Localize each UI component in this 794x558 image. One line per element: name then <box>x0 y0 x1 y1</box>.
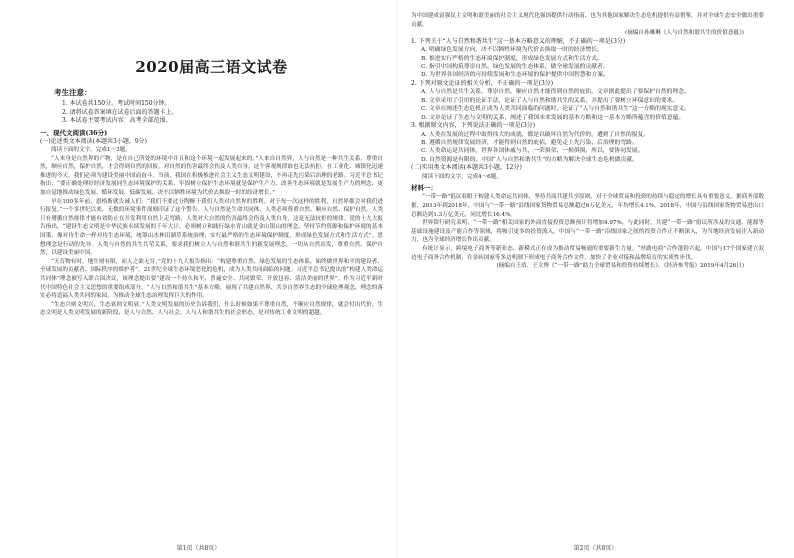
question-stem: 2. 下列对原文论证的相关分析，不正确的一项是(3分) <box>411 79 554 87</box>
question-option: A. 人与自然是共生关系，尊崇自然、顺应自然才能得到自然的庇佑，文章据此提出了要保护自然的理念。 <box>421 89 690 96</box>
passage-paragraph: 早在100多年前，恩格斯就告诫人们：“我们不要过分陶醉于我们人类对自然界的胜利。对于每一次这样的胜利，自然界都会对我们进行报复。”一个多世纪以来，无数的环境事件深刻印证了这个警告。人与自然是生命共同体，人类必须尊重自然、顺应自然、保护自然。人类只有遵循自然规律才能有效防止在开发利用自然上走弯路，人类对大自然的伤害最终会伤及人类自身，这是无法抗拒的规律。党的十九大报告指出，“建设生态文明是中华民族永续发展的千年大计，必须树立和践行绿水青山就是金山银山的理念，坚持节约资源和保护环境的基本国策，像对待生命一样对待生态环境，统筹山水林田湖草系统治理，实行最严格的生态环境保护制度，形成绿色发展方式和生活方式”。思想理念是行动的先导。人类与自然的共生共荣关系，要求我们树立人与自然和谐共生的新发展理念，一切从自然出发，尊重自然、保护自然，以建设美丽中国。 <box>40 198 383 257</box>
page-footer: 第1页（共8页） <box>176 545 221 552</box>
material-paragraph: 世界银行研究表明，“一带一路”相关国家的外商直接投资总额预计将增加4.97%。与此同时，共建“一带一路”倡议所涉及的交通、能源等基础设施建设及产能合作等领域，将吸引更多的投资流入。中国与“一带一路”沿线国家之间的投资合作正不断深入，为当地经济发展注入新动力，也为全球经济增长作出贡献。 <box>411 220 764 244</box>
question-option: C. 人类命运是共同体，世界各国休戚与共，一荣俱荣、一损俱损，所以，要协同发展。 <box>421 148 644 155</box>
material-paragraph: 有统计显示，跨境电子商务等新业态、新模式正在成为推动贸易畅通的重要新生力量。“丝路电商”合作蓬勃兴起，中国与17个国家建立双边电子商务合作机制，在金砖国家等多边机制下形成电子商务合作文件，加快了企业对接和品牌培育的实质性步伐。 <box>411 245 764 261</box>
question-stem: 1. 下列关于“人与自然和谐共生”这一基本方略意义的理解，不正确的一项是(3分) <box>411 37 626 45</box>
passage-paragraph: “生态兴则文明兴，生态衰则文明衰。”人类文明发展的历史告诉我们，什么时候如果不尊重自然，不顺应自然规律，就会付出代价。生态文明是人类文明发展的新阶段，是人与自然、人与社会、人与人和谐共生的社会形态，是对传统工业文明的超越。 <box>40 301 383 317</box>
question-option: C. 指引中国构筑尊崇自然、绿色发展的生态体系，做全球发展的贡献者。 <box>421 64 609 70</box>
notice-item: 3. 本试卷主要考试内容：高考全部范围。 <box>62 117 172 124</box>
question-option: B. 文章采用了引用的论证手法，论证了人与自然和谐共生的关系，并提出了要树立环保意识的要求。 <box>421 97 679 104</box>
question-option: A. 人类在发展的过程中取得伟大的成就，都是以破坏自然为代价的，遭到了自然的报复。 <box>421 131 650 138</box>
passage-paragraph: “人本身是自然界的产物，是在自己所处的环境中并且和这个环境一起发展起来的。”人来自自然界，人与自然是一种共生关系，尊重自然，顺应自然，保护自然，才会得到自然的回报。对自然的伤害最终会伤及人类自身，这个客观规律谁也无法抗拒。在工业化、城镇化迅速推进的今天，我们必须为建设美丽中国而奋斗。当前，我国在积极推进社会主义生态文明建设，不再走先污染后治理的老路。习近平总书记指出：“要正确处理好经济发展同生态环境保护的关系，牢固树立保护生态环境就是保护生产力、改善生态环境就是发展生产力的理念，更加自觉地推动绿色发展、循环发展、低碳发展，决不以牺牲环境为代价去换取一时的经济增长。” <box>40 155 383 196</box>
exam-page-2 <box>397 0 794 558</box>
question-option: D. 为世界各国经济的可持续发展和生态环境的保护提供中国智慧和方案。 <box>421 72 609 79</box>
instruction: 阅读下面的文字，完成4～6题。 <box>422 173 502 180</box>
subsection-heading: (二)实用类文本阅读(本题共3小题，12分) <box>411 164 522 172</box>
question-option: D. 自然资源是有限的，中国“人与自然和谐共生”的方略为解决全球生态危机做贡献。 <box>421 156 638 163</box>
instruction: 阅读下面的文字，完成1～3题。 <box>51 147 131 153</box>
passage-paragraph: “天育物有时，地生财有限，而人之欲无穷。”党的十九大报告指出：“构建尊重自然、绿色发展的生态体系，始终做世界和平的建设者、全球发展的贡献者、国际秩序的维护者”。21世纪全球生态环境恶化的危机，成为人类共同面临的问题。习近平总书记提出的“构建人类命运共同体”理念被写入联合国决议，该理念提出要“建设一个持久和平、普遍安全、共同繁荣、开放包容、清洁美丽的世界”。作为习近平新时代中国特色社会主义思想的重要组成部分，“人与自然和谐共生”基本方略，展现了共建自然界、共享自然界生态的全球伦理观念，理念的落实必将造福人类共同的家园，为推动全球生态治理发挥巨大的作用。 <box>40 258 383 300</box>
source-citation: (摘编自孙琳琳《人与自然和谐共生的价值意蕴》) <box>624 30 744 37</box>
material-paragraph: “一带一路”倡议着眼于构建人类命运共同体，坚持共商共建共享原则，对于全球贸易和投资的持续与稳定的增长具有重要意义。据商务部数据，2013年到2018年，中国与“一带一路”沿线国家货物贸易总额超过6万亿美元，年均增长4.1%。2018年，中国与沿线国家货物贸易进出口总额达到1.3万亿美元，同比增长16.4%。 <box>411 194 764 218</box>
notice-heading: 考生注意： <box>54 88 92 97</box>
question-option: B. 遵循自然规律发展经济，才能得到自然的庇佑，避免走上先污染、后治理的弯路。 <box>421 140 638 147</box>
question-option: A. 明确绿色发展方向，决不以牺牲环境为代价去换取一时的经济增长。 <box>421 47 603 54</box>
section-heading: 一、现代文阅读(36分) <box>40 128 108 137</box>
question-option: C. 文章在阐述生态危机正成为人类共同面临的问题时，论证了“人与自然和谐共生”这一方略的现实意义。 <box>421 106 690 113</box>
material-heading: 材料一： <box>411 184 437 193</box>
notice-item: 2. 请将试卷答案填在试卷后面的答题卡上。 <box>62 108 178 116</box>
question-option: D. 文章论证了生态与文明的关系，阐述了我国未来发展的基本方略和这一基本方略所蕴含的价值意蕴。 <box>421 114 685 121</box>
page-footer: 第2页（共8页） <box>573 545 618 552</box>
source-citation: (摘编自王靖、王文博《“一带一路”助力全球贸易和投资持续增长》，《经济参考报》2019年4月26日) <box>496 263 744 270</box>
passage-continuation: 为中国建成富强民主文明和谐美丽的社会主义现代化强国提供行动指南，也为其他国家解决生态危机提供有益借鉴，并对全球生态安全做出重要贡献。 <box>411 13 764 28</box>
notice-item: 1. 本试卷共150分。考试时间150分钟。 <box>62 100 171 107</box>
question-option: B. 推进实行严格的生态环境保护制度，形成绿色发展方式和生活方式。 <box>421 55 603 62</box>
subsection-heading: (一)论述类文本阅读(本题共3小题，9分) <box>40 137 147 145</box>
exam-title: 2020届高三语文试卷 <box>135 58 288 76</box>
question-stem: 3. 根据原文内容，下列说法正确的一项是(3分) <box>411 122 536 130</box>
